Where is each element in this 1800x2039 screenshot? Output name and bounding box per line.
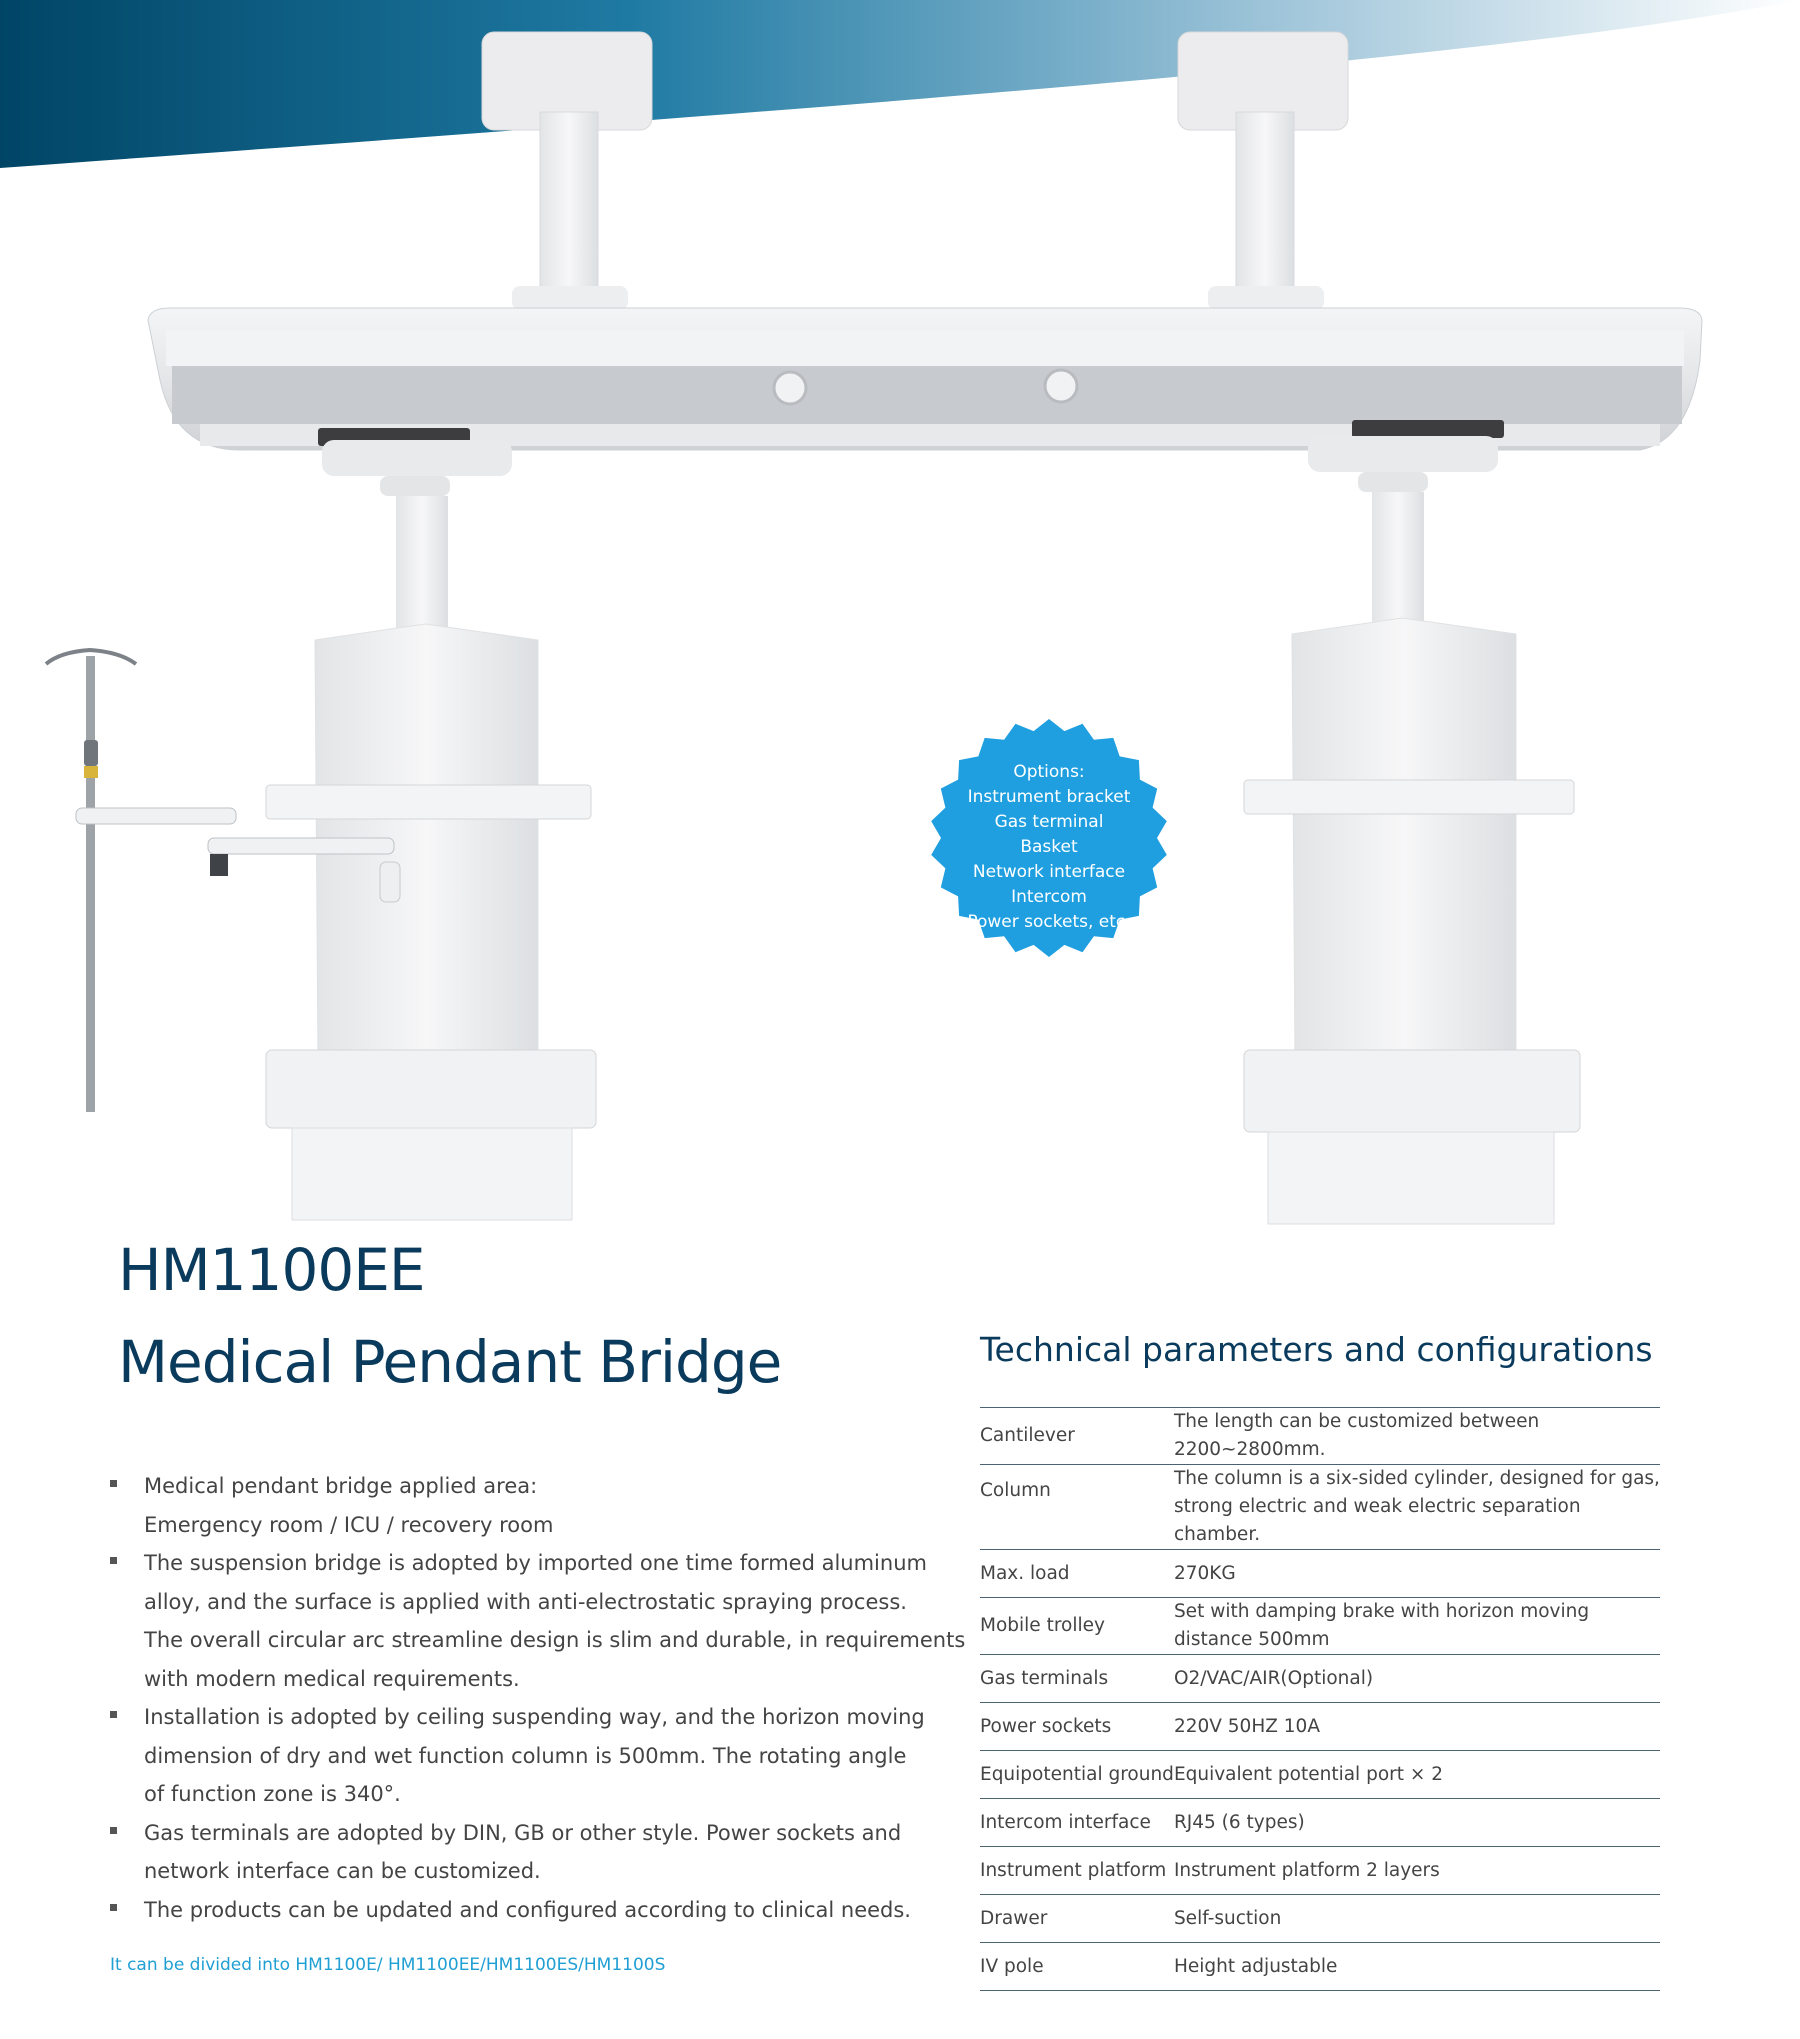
table-row	[980, 1550, 1660, 1598]
spec-value: 270KG	[1174, 1550, 1660, 1598]
badge-line: Power sockets, etc.	[967, 912, 1131, 932]
feature-line: of function zone is 340°.	[144, 1782, 401, 1806]
spec-label: Intercom interface	[980, 1799, 1174, 1847]
spec-value: RJ45 (6 types)	[1174, 1799, 1660, 1847]
spec-label: IV pole	[980, 1943, 1174, 1991]
spec-heading: Technical parameters and configurations	[980, 1330, 1653, 1369]
feature-line: The suspension bridge is adopted by imported one time formed aluminum	[144, 1551, 927, 1575]
table-row	[980, 1465, 1660, 1550]
feature-list	[110, 1467, 966, 1929]
feature-line: The products can be updated and configured according to clinical needs.	[144, 1897, 911, 1922]
spec-label: Mobile trolley	[980, 1598, 1174, 1655]
badge-line: Instrument bracket	[967, 787, 1131, 807]
badge-line: Basket	[1020, 837, 1078, 857]
right-column	[1244, 436, 1580, 1224]
spec-label: Drawer	[980, 1895, 1174, 1943]
feature-line: alloy, and the surface is applied with anti-electrostatic spraying process.	[144, 1589, 907, 1614]
badge-line: Intercom	[1011, 887, 1087, 907]
spec-label: Cantilever	[980, 1408, 1174, 1465]
feature-item	[110, 1544, 966, 1698]
spec-value: 220V 50HZ 10A	[1174, 1703, 1660, 1751]
product-title: Medical Pendant Bridge	[118, 1328, 782, 1396]
bullet-square-icon	[110, 1904, 117, 1911]
options-badge	[929, 718, 1169, 958]
spec-table	[980, 1407, 1660, 1991]
feature-line: with modern medical requirements.	[144, 1666, 520, 1691]
spec-value: The length can be customized between 2200~2800mm.	[1174, 1408, 1660, 1465]
feature-line: Installation is adopted by ceiling suspending way, and the horizon moving	[144, 1705, 925, 1729]
table-row	[980, 1408, 1660, 1465]
spec-label: Gas terminals	[980, 1655, 1174, 1703]
bullet-square-icon	[110, 1711, 117, 1718]
feature-item	[110, 1891, 930, 1930]
feature-item	[110, 1467, 930, 1544]
badge-text	[929, 760, 1169, 935]
bullet-square-icon	[110, 1557, 117, 1564]
bridge-beam	[148, 308, 1702, 450]
badge-line: Gas terminal	[994, 812, 1104, 832]
spec-label: Column	[980, 1465, 1174, 1550]
feature-line: Gas terminals are adopted by DIN, GB or other style. Power sockets and	[144, 1820, 902, 1845]
bullet-square-icon	[110, 1827, 117, 1834]
table-row	[980, 1751, 1660, 1799]
feature-line: Emergency room / ICU / recovery room	[144, 1512, 554, 1537]
table-row	[980, 1943, 1660, 1991]
spec-label: Equipotential ground	[980, 1751, 1174, 1799]
feature-line: Medical pendant bridge applied area:	[144, 1474, 538, 1498]
table-row	[980, 1655, 1660, 1703]
ceiling-mount-left	[482, 32, 652, 310]
model-variants-note: It can be divided into HM1100E/ HM1100EE/HM1100ES/HM1100S	[110, 1955, 666, 1975]
table-row	[980, 1847, 1660, 1895]
table-row	[980, 1799, 1660, 1847]
spec-value: Instrument platform 2 layers	[1174, 1847, 1660, 1895]
spec-value: O2/VAC/AIR(Optional)	[1174, 1655, 1660, 1703]
table-row	[980, 1895, 1660, 1943]
feature-line: The overall circular arc streamline design is slim and durable, in requirements	[144, 1628, 966, 1652]
spec-value: Height adjustable	[1174, 1943, 1660, 1991]
table-row	[980, 1598, 1660, 1655]
badge-line: Network interface	[972, 862, 1126, 882]
model-title: HM1100EE	[118, 1236, 425, 1304]
feature-line: network interface can be customized.	[144, 1859, 541, 1883]
badge-line: Options:	[1013, 762, 1085, 782]
feature-line: dimension of dry and wet function column is 500mm. The rotating angle	[144, 1743, 907, 1768]
table-row	[980, 1703, 1660, 1751]
spec-label: Instrument platform	[980, 1847, 1174, 1895]
feature-item	[110, 1698, 930, 1814]
bullet-square-icon	[110, 1480, 117, 1487]
ceiling-mount-right	[1178, 32, 1348, 310]
spec-value: The column is a six-sided cylinder, designed for gas, strong electric and weak electric separation chamber.	[1174, 1465, 1660, 1550]
spec-value: Set with damping brake with horizon moving distance 500mm	[1174, 1598, 1660, 1655]
feature-item	[110, 1814, 930, 1891]
spec-label: Power sockets	[980, 1703, 1174, 1751]
spec-value: Self-suction	[1174, 1895, 1660, 1943]
left-column	[266, 440, 596, 1220]
spec-value: Equivalent potential port × 2	[1174, 1751, 1660, 1799]
spec-label: Max. load	[980, 1550, 1174, 1598]
